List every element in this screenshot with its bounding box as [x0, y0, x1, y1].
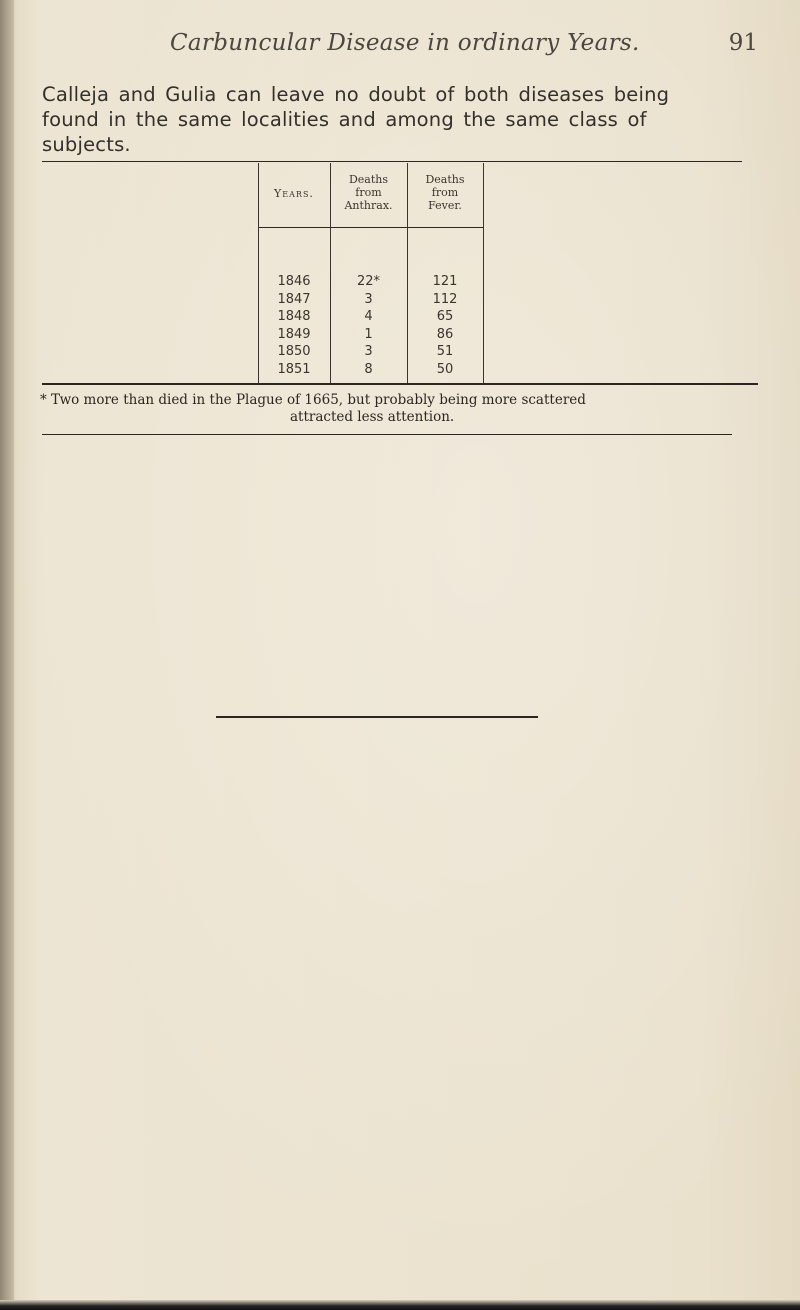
section-end-rule [216, 716, 538, 718]
book-spine-shadow [0, 0, 14, 1310]
year-cell: 1848 [277, 309, 311, 325]
header-years: Years. [274, 187, 314, 200]
page-number: 91 [728, 30, 758, 56]
fever-cell: 121 [432, 274, 458, 289]
years-column [258, 273, 330, 379]
header-anthrax-line: Deaths [348, 173, 389, 186]
anthrax-cell: 1 [364, 326, 373, 342]
footnote [40, 392, 760, 426]
fever-column [407, 273, 483, 379]
anthrax-cell: 22* [356, 274, 381, 289]
header-fever-line: from [431, 186, 459, 199]
fever-cell: 50 [436, 361, 454, 377]
year-cell: 1849 [277, 326, 311, 342]
fever-cell: 86 [436, 326, 454, 342]
footnote-rule [42, 434, 732, 435]
anthrax-column [330, 273, 407, 379]
paragraph-line: subjects. [42, 133, 131, 156]
footnote-line: attracted less attention. [290, 409, 455, 425]
table-top-rule [42, 161, 742, 162]
year-cell: 1846 [277, 274, 311, 289]
anthrax-cell: 4 [364, 309, 373, 325]
body-paragraph [42, 82, 742, 157]
header-anthrax [330, 173, 407, 212]
header-fever-line: Fever. [428, 199, 462, 212]
year-cell: 1850 [277, 344, 311, 360]
anthrax-cell: 3 [364, 344, 373, 360]
year-cell: 1847 [277, 291, 311, 307]
fever-cell: 51 [436, 344, 454, 360]
header-fever-line: Deaths [425, 173, 465, 186]
column-divider [483, 163, 484, 383]
footnote-line: * Two more than died in the Plague of 1665, but probably being more scattered [40, 392, 586, 408]
year-cell: 1851 [277, 361, 311, 377]
anthrax-cell: 8 [364, 361, 373, 377]
header-anthrax-line: from [355, 186, 382, 199]
header-anthrax-line: Anthrax. [344, 199, 393, 212]
page-bottom-edge [0, 1300, 800, 1310]
header-fever [407, 173, 483, 212]
anthrax-cell: 3 [364, 291, 373, 307]
fever-cell: 112 [432, 291, 458, 307]
deaths-table [40, 163, 700, 385]
paragraph-line: found in the same localities and among the same class of [42, 108, 647, 131]
running-head [40, 30, 760, 64]
paragraph-line: Calleja and Gulia can leave no doubt of both diseases being [42, 83, 670, 106]
fever-cell: 65 [436, 309, 454, 325]
running-title: Carbuncular Disease in ordinary Years. [170, 30, 640, 56]
